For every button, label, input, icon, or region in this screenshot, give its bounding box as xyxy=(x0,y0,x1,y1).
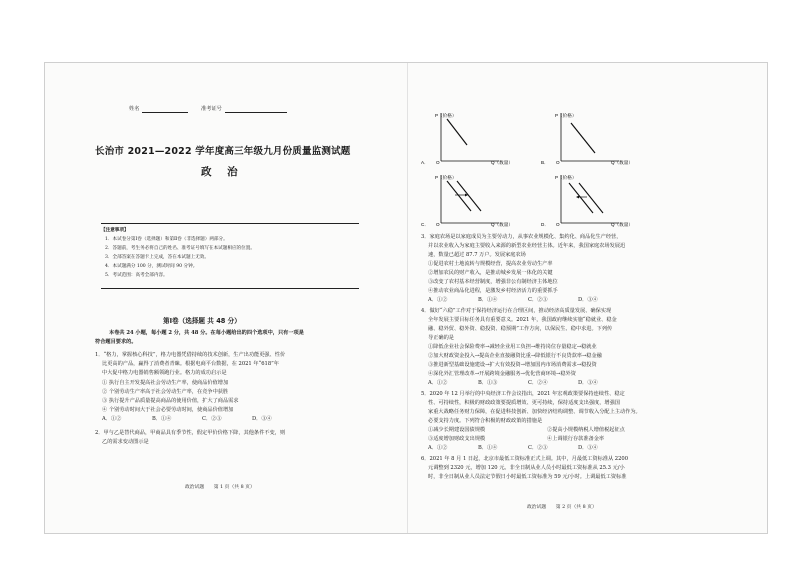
axis-p-label: P（价格） xyxy=(435,113,457,118)
svg-text:Q（数量）: Q（数量） xyxy=(491,222,513,227)
graph-c[interactable] xyxy=(421,171,511,231)
exam-no-label: 准考证号 xyxy=(201,106,222,112)
svg-text:Q（数量）: Q（数量） xyxy=(611,160,633,165)
q3-stem: 速，数量已超过 87.7 万户。发展家庭农场 xyxy=(428,252,526,258)
q4-choice-d[interactable]: D．③④ xyxy=(578,380,598,386)
q6-stem: 元调整到 2320 元，增加 120 元。非全日制从业人员小时最低工资标准从 25.3 元/小 xyxy=(428,465,625,471)
q2-stem: 乙的需求变动图示是 xyxy=(102,439,149,445)
graph-c-label: C． xyxy=(421,222,429,227)
q5-choice-c[interactable]: C．②③ xyxy=(528,445,548,451)
graph-b-label: B． xyxy=(541,160,549,165)
q4-choice-b[interactable]: B．①③ xyxy=(478,380,498,386)
q2-stem: 2．甲与乙是替代商品，甲商品具有季节性，假定甲价价格下降，其他条件不变，则 xyxy=(95,430,286,436)
q4-option: ①降低企业社会保险费率→减轻企业用工负担→维持岗位存量稳定→稳就业 xyxy=(428,344,597,350)
notice-item: 2．答题前，考生务必将自己的姓名、准考证号填写在本试题相应的位置。 xyxy=(105,246,255,251)
q4-stem: 4．做好“六稳”工作对于保持经济运行在合理区间，推动经济高质量发展、确保实现 xyxy=(421,308,612,314)
q1-choice-b[interactable]: B．①④ xyxy=(152,416,172,422)
q5-stem: 必要支持力度。下列符合积极的财政政策的措施是 xyxy=(428,418,543,424)
q1-option: ④ 个别劳动时间大于社会必要劳动时间，使商品价值增加 xyxy=(102,407,234,413)
exam-sheet xyxy=(44,62,768,534)
part1-intro: 符合题目要求的。 xyxy=(95,339,137,345)
graph-d[interactable] xyxy=(541,171,631,231)
notice-heading: 【注意事项】 xyxy=(101,228,129,233)
q3-stem: 3．家庭农场是以家庭成员为主要劳动力，从事农业规模化、集约化、商品化生产经营， xyxy=(421,234,622,240)
q1-stem: 比更高的产品，赢得了消费者青睐。根据电商平台数据，在 2021 年“618”年 xyxy=(102,361,279,367)
svg-text:O: O xyxy=(556,222,560,227)
q1-option: ① 执行自主开发提高社会劳动生产率，使商品价值增加 xyxy=(102,380,229,386)
q5-option: ③适度增加财政支出规模 xyxy=(428,436,486,442)
q1-choice-d[interactable]: D．③④ xyxy=(252,416,272,422)
q5-stem: 5．2020 年 12 月举行的中央经济工作会议指出，2021 年宏观政策要保持连续性、稳定 xyxy=(421,391,625,397)
q4-option: ③推进新型基础设施建设→扩大有效投资→增加国内市场消费需求→稳投资 xyxy=(428,362,597,368)
svg-text:O: O xyxy=(556,160,560,165)
q3-option: ③改变了农村基本经营制度，增强非公有制经济主体地位 xyxy=(428,279,558,285)
right-page xyxy=(407,63,767,533)
graph-a-label: A． xyxy=(421,160,429,165)
exam-title: 长治市 2021—2022 学年度高三年级九月份质量监测试题 xyxy=(95,146,351,157)
q3-stem: 并以农业收入为家庭主要收入来源的新型农业经营主体。近年来，我国家庭农场发展迅 xyxy=(428,243,626,249)
q4-stem: 全年发展主要目标任务具有重要意义。2021 年，我国政府继续实施“稳就业、稳金 xyxy=(428,317,617,323)
svg-text:O: O xyxy=(436,222,440,227)
svg-text:P（价格）: P（价格） xyxy=(555,175,577,180)
q1-stem: 中大促中格力电器销售额领跑行业。格力的成功启示是 xyxy=(102,370,227,376)
page-footer: 政治试题 第 2 页（共 8 页） xyxy=(527,505,597,510)
graph-d-label: D． xyxy=(541,222,549,227)
q5-choice-d[interactable]: D．③④ xyxy=(578,445,598,451)
q6-stem: 时，非全日制从业人员法定节假日小时最低工资标准为 59 元/小时。上调最低工资标准 xyxy=(428,474,627,480)
q3-choice-b[interactable]: B．①④ xyxy=(478,297,498,303)
q3-choice-c[interactable]: C．②③ xyxy=(528,297,548,303)
q4-stem: 融、稳外贸、稳外资、稳投资、稳预期”工作方向，以保民生、稳中求进。下列传 xyxy=(428,326,613,332)
notice-item: 1．本试卷分第Ⅰ卷（选择题）和第Ⅱ卷（非选择题）两部分。 xyxy=(105,237,228,242)
q5-choice-b[interactable]: B．①④ xyxy=(478,445,498,451)
name-field[interactable] xyxy=(129,105,290,113)
q4-choice-c[interactable]: C．②④ xyxy=(528,380,548,386)
subject-title: 政 治 xyxy=(201,166,244,178)
q3-choice-a[interactable]: A．①② xyxy=(428,297,448,303)
notice-item: 4．本试题满分 100 分，测试时间 90 分钟。 xyxy=(105,264,198,269)
q4-choice-a[interactable]: A．①② xyxy=(428,380,448,386)
q3-option: ①促进农村土地流转与规模经营，提高农业劳动生产率 xyxy=(428,261,553,267)
origin-label: O xyxy=(436,160,440,165)
part1-intro: 本卷共 24 小题，每小题 2 分，共 48 分。在每小题给出的四个选项中，只有一项是 xyxy=(109,330,304,336)
q6-stem: 6．2021 年 8 月 1 日起，北京市最低工资标准正式上调。其中，月最低工资标准从 2200 xyxy=(421,456,629,462)
page-footer: 政治试题 第 1 页（共 8 页） xyxy=(185,485,255,490)
q4-option: ②加大财政资金投入→提高企业直接融资比重→降低银行不良贷款率→稳金融 xyxy=(428,353,602,359)
notice-item: 3．全部答案在答题卡上完成，答在本试题上无效。 xyxy=(105,255,209,260)
q4-stem: 导正确的是 xyxy=(428,335,454,341)
q4-option: ④深化外汇管理改革→开展跨境金融服务→优化营商环境→稳外资 xyxy=(428,371,576,377)
graph-b[interactable] xyxy=(541,109,631,169)
notice-item: 5．考试范围：高考全部内容。 xyxy=(105,273,168,278)
q5-option: ①减少长期建设国债规模 xyxy=(428,427,486,433)
graph-a[interactable] xyxy=(421,109,511,169)
q5-option: ④上调银行存款准备金率 xyxy=(547,436,605,442)
q1-stem: 1．“格力，掌握核心科技”，格力电器凭借持续的技术创新，生产出功能更强、性价 xyxy=(95,352,286,358)
name-label: 姓名 xyxy=(129,106,140,112)
q1-choice-a[interactable]: A．①② xyxy=(102,416,122,422)
q5-choice-a[interactable]: A．①② xyxy=(428,445,448,451)
part1-heading: 第Ⅰ卷（选择题 共 48 分） xyxy=(163,317,241,325)
notice-box xyxy=(101,223,359,289)
q1-choice-c[interactable]: C．②③ xyxy=(202,416,222,422)
q1-option: ② 个别劳动生产率高于社会劳动生产率，在竞争中获胜 xyxy=(102,389,229,395)
svg-text:P（价格）: P（价格） xyxy=(435,175,457,180)
q5-option: ②提高小规模纳税人增值税起征点 xyxy=(547,427,625,433)
q3-choice-d[interactable]: D．③④ xyxy=(578,297,598,303)
q3-option: ②增加农民的财产收入，是推动城乡发展一体化的关键 xyxy=(428,270,553,276)
q5-stem: 家重大战略任务财力保障，在促进科技创新、加快经济结构调整、调节收入分配上主动作为。 xyxy=(428,409,641,415)
q3-option: ④推动农业商品化进程，是激发乡村经济活力的重要抓手 xyxy=(428,288,558,294)
svg-text:Q（数量）: Q（数量） xyxy=(611,222,633,227)
left-page xyxy=(45,63,407,533)
q1-option: ③ 执行提升产品质量提高商品的使用价值，扩大了商品需求 xyxy=(102,398,239,404)
axis-q-label: Q（数量） xyxy=(491,160,513,165)
svg-text:P（价格）: P（价格） xyxy=(555,113,577,118)
q5-stem: 性、可持续性，积极的财政政策要提质增效、更可持续，保持适度支出强度，增强国 xyxy=(428,400,620,406)
